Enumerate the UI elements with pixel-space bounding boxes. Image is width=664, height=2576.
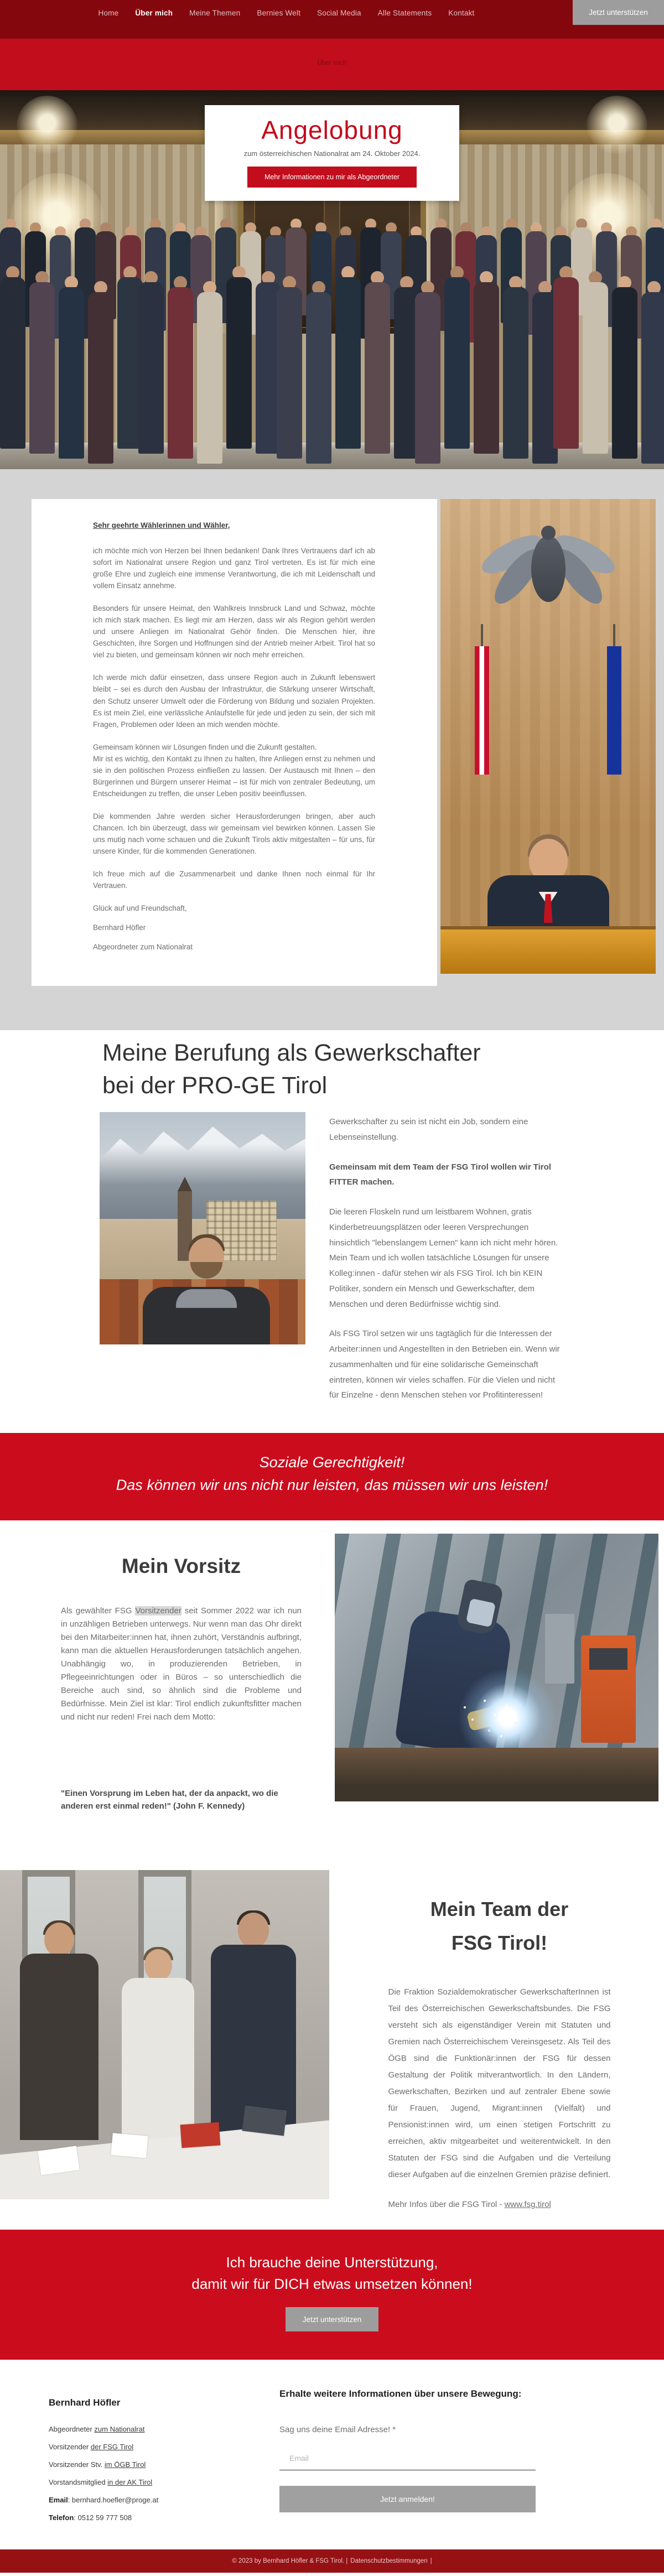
person-silhouette xyxy=(612,276,637,459)
footer-bar: © 2023 by Bernhard Höfler & FSG Tirol. | Datenschutzbestimmungen | xyxy=(0,2549,664,2573)
hero-parliament-photo xyxy=(0,90,664,469)
person-silhouette xyxy=(59,276,84,459)
berufung-heading: Meine Berufung als Gewerkschafter bei der PRO-GE Tirol xyxy=(102,1040,481,1099)
nationalrat-link[interactable]: zum Nationalrat xyxy=(94,2425,145,2433)
berufung-text-column xyxy=(329,1114,566,1417)
oegb-link[interactable]: im ÖGB Tirol xyxy=(104,2460,146,2469)
newsletter-heading: Erhalte weitere Informationen über unsere Bewegung: xyxy=(279,2388,522,2399)
welding-equipment xyxy=(545,1614,574,1684)
team-member xyxy=(20,1923,99,2140)
footer-roles xyxy=(49,2425,158,2531)
letter-signature: Bernhard Höfler xyxy=(93,923,146,932)
hero-title: Angelobung xyxy=(261,116,403,144)
letter-closing: Glück auf und Freundschaft, xyxy=(93,904,187,913)
quote-banner-line2: Das können wir uns nicht nur leisten, das müssen wir uns leisten! xyxy=(116,1477,548,1493)
nav-item-social-media[interactable]: Social Media xyxy=(317,8,361,17)
person-silhouette xyxy=(29,271,55,454)
letter-paragraph: Mir ist es wichtig, den Kontakt zu Ihnen zu halten, Ihre Anliegen ernst zu nehmen und sie in den politischen Prozess einfließen zu lassen. Der Austausch mit Ihnen – den Bürgerinnen und Bürgern unserer Heimat – ist für mich von zentraler Bedeutung, um Entscheidungen zu treffen, die unser Leben positiv beeinflussen. xyxy=(93,754,375,798)
austrian-eagle-emblem xyxy=(482,526,615,620)
letter-paragraph: Ich freue mich auf die Zusammenarbeit und danke Ihnen noch einmal für Ihr Vertrauen. xyxy=(93,870,375,890)
nav-item-ueber-mich[interactable]: Über mich xyxy=(135,8,173,17)
support-button-banner[interactable]: Jetzt unterstützen xyxy=(286,2307,378,2331)
vorsitz-text: Als gewählter FSG Vorsitzender seit Sommer 2022 war ich nun in unzähligen Betrieben unterwegs. Nur wenn man das Ohr direkt bei den Mitarbeiter:innen hat, ihnen zuhört, Verständnis aufbringt, kann man die aktuellen Herausforderungen tatsächlich angehen. Unabhängig wo, in produzierenden Betrieben, in Pflegeeinrichtungen oder in Büros – so unterschiedlich die Bereiche auch sind, so ähnlich sind die Probleme und Bedürfnisse. Mein Ziel ist klar: Tirol endlich zukunftsfitter machen und nicht nur reden! Frei nach dem Motto: xyxy=(61,1606,302,1722)
footer-email: Email: bernhard.hoefler@proge.at xyxy=(49,2496,159,2504)
berufung-paragraph: Gewerkschafter zu sein ist nicht ein Job, sondern eine Lebenseinstellung. xyxy=(329,1117,528,1142)
team-more-info: Mehr Infos über die FSG Tirol - www.fsg.tirol xyxy=(388,2200,551,2210)
copyright-text: © 2023 by Bernhard Höfler & FSG Tirol. | xyxy=(232,2558,348,2564)
nav-item-bernies-welt[interactable]: Bernies Welt xyxy=(257,8,301,17)
hero-cta-button[interactable]: Mehr Informationen zu mir als Abgeordneter xyxy=(247,167,417,188)
laptop xyxy=(242,2106,287,2136)
person-silhouette xyxy=(335,266,361,449)
email-input[interactable] xyxy=(279,2446,536,2470)
person-silhouette xyxy=(277,276,302,459)
person-silhouette xyxy=(0,266,25,449)
footer-name: Bernhard Höfler xyxy=(49,2397,121,2408)
ak-link[interactable]: in der AK Tirol xyxy=(107,2478,153,2486)
fsg-tirol-link[interactable]: www.fsg.tirol xyxy=(504,2200,551,2210)
team-heading: Mein Team der FSG Tirol! xyxy=(430,1898,569,1955)
person-silhouette xyxy=(553,266,579,449)
person-silhouette xyxy=(226,266,252,449)
support-banner-line2: damit wir für DICH etwas umsetzen können! xyxy=(191,2276,473,2292)
letter-salutation: Sehr geehrte Wählerinnen und Wähler, xyxy=(93,521,230,529)
berufung-paragraph: Die leeren Floskeln rund um leistbarem Wohnen, gratis Kinderbetreuungsplätzen oder leeren Versprechungen hinsichtlich "lebenslangem Lernen" kann ich nicht mehr hören. Mein Team und ich wollen tatsächliche Lösungen für unsere Kolleg:innen - dafür stehen wir als FSG Tirol. Ich bin KEIN Politiker, sondern ein Mensch und Gewerkschafter, dem Menschen und deren Bedürfnisse wichtig sind. xyxy=(329,1207,558,1309)
quote-banner-line1: Soziale Gerechtigkeit! xyxy=(259,1454,405,1471)
welding-photo xyxy=(335,1534,658,1801)
person-silhouette xyxy=(641,281,664,464)
person-silhouette xyxy=(503,276,528,459)
red-folder xyxy=(180,2122,221,2148)
berufung-paragraph-bold: Gemeinsam mit dem Team der FSG Tirol wollen wir Tirol FITTER machen. xyxy=(329,1162,551,1187)
person-silhouette xyxy=(138,271,164,454)
letter-paragraph: ich möchte mich von Herzen bei Ihnen bedanken! Dank Ihres Vertrauens darf ich ab sofort im Nationalrat unsere Region und ganz Tirol vertreten. Es ist für mich eine große Ehre und zugleich eine immense Verantwortung, die ich mit Leidenschaft und vollem Einsatz annehme. xyxy=(93,547,375,590)
person-silhouette xyxy=(306,281,331,464)
footer-role: Vorsitzender der FSG Tirol xyxy=(49,2443,134,2451)
footer-role: Vorsitzender Stv. im ÖGB Tirol xyxy=(49,2460,146,2469)
footer-role: Vorstandsmitglied in der AK Tirol xyxy=(49,2478,153,2486)
berufung-paragraph: Als FSG Tirol setzen wir uns tagtäglich für die Interessen der Arbeiter:innen und Angestellten in den Betrieben ein. Wenn wir zusammenhalten und für eine solidarische Gemeinschaft eintreten, können wir vieles schaffen. Für die Vielen und nicht für Einzelne - denn Menschen stehen vor Profitinteressen! xyxy=(329,1329,560,1400)
team-member xyxy=(122,1949,194,2140)
kennedy-quote: "Einen Vorsprung im Leben hat, der da anpackt, wo die anderen erst einmal reden!" (John F. Kennedy) xyxy=(61,1789,278,1811)
letter-paragraph: Gemeinsam können wir Lösungen finden und die Zukunft gestalten. xyxy=(93,742,317,751)
hero-card xyxy=(205,105,459,201)
team-section xyxy=(0,1821,664,2230)
letter-card xyxy=(32,499,437,986)
support-button-header[interactable]: Jetzt unterstützen xyxy=(573,0,664,25)
support-banner xyxy=(0,2230,664,2360)
portrait-photo-parliament xyxy=(440,499,656,974)
austrian-flag xyxy=(475,646,489,775)
welding-machine xyxy=(581,1635,636,1743)
team-text-column xyxy=(354,1821,645,2209)
team-body-text: Die Fraktion Sozialdemokratischer GewerkschafterInnen ist Teil des Österreichischen Gewerkschaftsbundes. Die FSG versteht sich als eigenständiger Verein mit Statuten und Gremien nach Österreichischem Vereinsgesetz. Als Teil des ÖGB sind die Funktionär:innen der FSG für dessen Gestaltung der Politik mitverantwortlich. In den Ländern, Gewerkschaften, Bezirken und auf zentraler Ebene sowie für Frauen, Jugend, Migrant:innen (Vielfalt) und Pensionist:innen wird, um einen stetigen Fortschritt zu erreichen, aktiv mitgearbeitet und weiterentwickelt. In den Statuten der FSG sind die Aufgaben und die Verteilung dieser Aufgaben auf die einzelnen Gremien präzise definiert. xyxy=(388,1987,611,2180)
letter-section xyxy=(0,469,664,1030)
person-silhouette xyxy=(444,266,470,449)
bernhard-city-portrait xyxy=(153,1238,260,1344)
letter-signature-role: Abgeordneter zum Nationalrat xyxy=(93,943,193,952)
office-team-photo xyxy=(0,1870,329,2199)
main-nav xyxy=(0,0,573,25)
footer-phone: Telefon: 0512 59 777 508 xyxy=(49,2513,132,2522)
person-silhouette xyxy=(88,281,113,464)
innsbruck-photo xyxy=(100,1112,305,1344)
hero-subtitle: zum österreichischen Nationalrat am 24. Oktober 2024. xyxy=(243,149,421,158)
letter-paragraph: Besonders für unsere Heimat, den Wahlkreis Innsbruck Land und Schwaz, möchte ich mich stark machen. Es liegt mir am Herzen, dass wir als Region gehört werden und unsere Anliegen im Nationalrat Gehör finden. Die Menschen hier, ihre Geschichten, ihre Sorgen und Hoffnungen sind der Antrieb meiner Arbeit. Tirol hat so viel zu bieten, und gemeinsam können wir noch mehr erreichen. xyxy=(93,604,375,659)
fsg-link[interactable]: der FSG Tirol xyxy=(90,2443,134,2451)
person-silhouette xyxy=(583,271,608,454)
vorsitz-section xyxy=(0,1520,664,1821)
top-header xyxy=(0,0,664,39)
paper xyxy=(111,2133,148,2158)
highlighted-word: Vorsitzender xyxy=(135,1606,181,1616)
privacy-link[interactable]: Datenschutzbestimmungen xyxy=(350,2558,428,2564)
footer xyxy=(0,2360,664,2549)
nav-item-meine-themen[interactable]: Meine Themen xyxy=(189,8,241,17)
vorsitz-heading: Mein Vorsitz xyxy=(121,1555,241,1577)
page-title-band xyxy=(0,39,664,90)
newsletter-sublabel: Sag uns deine Email Adresse! * xyxy=(279,2425,396,2434)
steel-beam xyxy=(335,1748,658,1801)
person-silhouette xyxy=(197,281,222,464)
person-silhouette xyxy=(474,271,499,454)
newsletter-submit-button[interactable]: Jetzt anmelden! xyxy=(279,2486,536,2512)
bernhard-portrait xyxy=(482,834,615,928)
letter-paragraph: Die kommenden Jahre werden sicher Herausforderungen bringen, aber auch Chancen. Ich bin überzeugt, dass wir gemeinsam viel bewirken können. Lassen Sie uns mutig nach vorne schauen und die Zukunft Tirols aktiv mitgestalten – für uns, für unsere Kinder, für die kommenden Generationen. xyxy=(93,812,375,856)
person-silhouette xyxy=(168,276,193,459)
nav-item-kontakt[interactable]: Kontakt xyxy=(448,8,475,17)
person-silhouette xyxy=(365,271,390,454)
nav-item-home[interactable]: Home xyxy=(98,8,119,17)
lectern xyxy=(440,926,656,974)
nav-item-alle-statements[interactable]: Alle Statements xyxy=(377,8,432,17)
eu-flag xyxy=(607,646,621,775)
quote-banner xyxy=(0,1433,664,1520)
person-silhouette xyxy=(415,281,440,464)
letter-paragraph: Ich werde mich dafür einsetzen, dass unsere Region auch in Zukunft lebenswert bleibt – sei es durch den Ausbau der Infrastruktur, die Stärkung unserer Wirtschaft, den Schutz unserer Umwelt oder die Förderung von Bildung und sozialen Projekten. Es ist mein Ziel, eine verlässliche Anlaufstelle für jede und jeden zu sein, der sich mit Fragen, Problemen oder Ideen an mich wenden möchte. xyxy=(93,673,375,729)
footer-role: Abgeordneter zum Nationalrat xyxy=(49,2425,145,2433)
breadcrumb: Über mich xyxy=(317,60,347,66)
support-banner-line1: Ich brauche deine Unterstützung, xyxy=(226,2254,438,2271)
berufung-section xyxy=(0,1030,664,1433)
